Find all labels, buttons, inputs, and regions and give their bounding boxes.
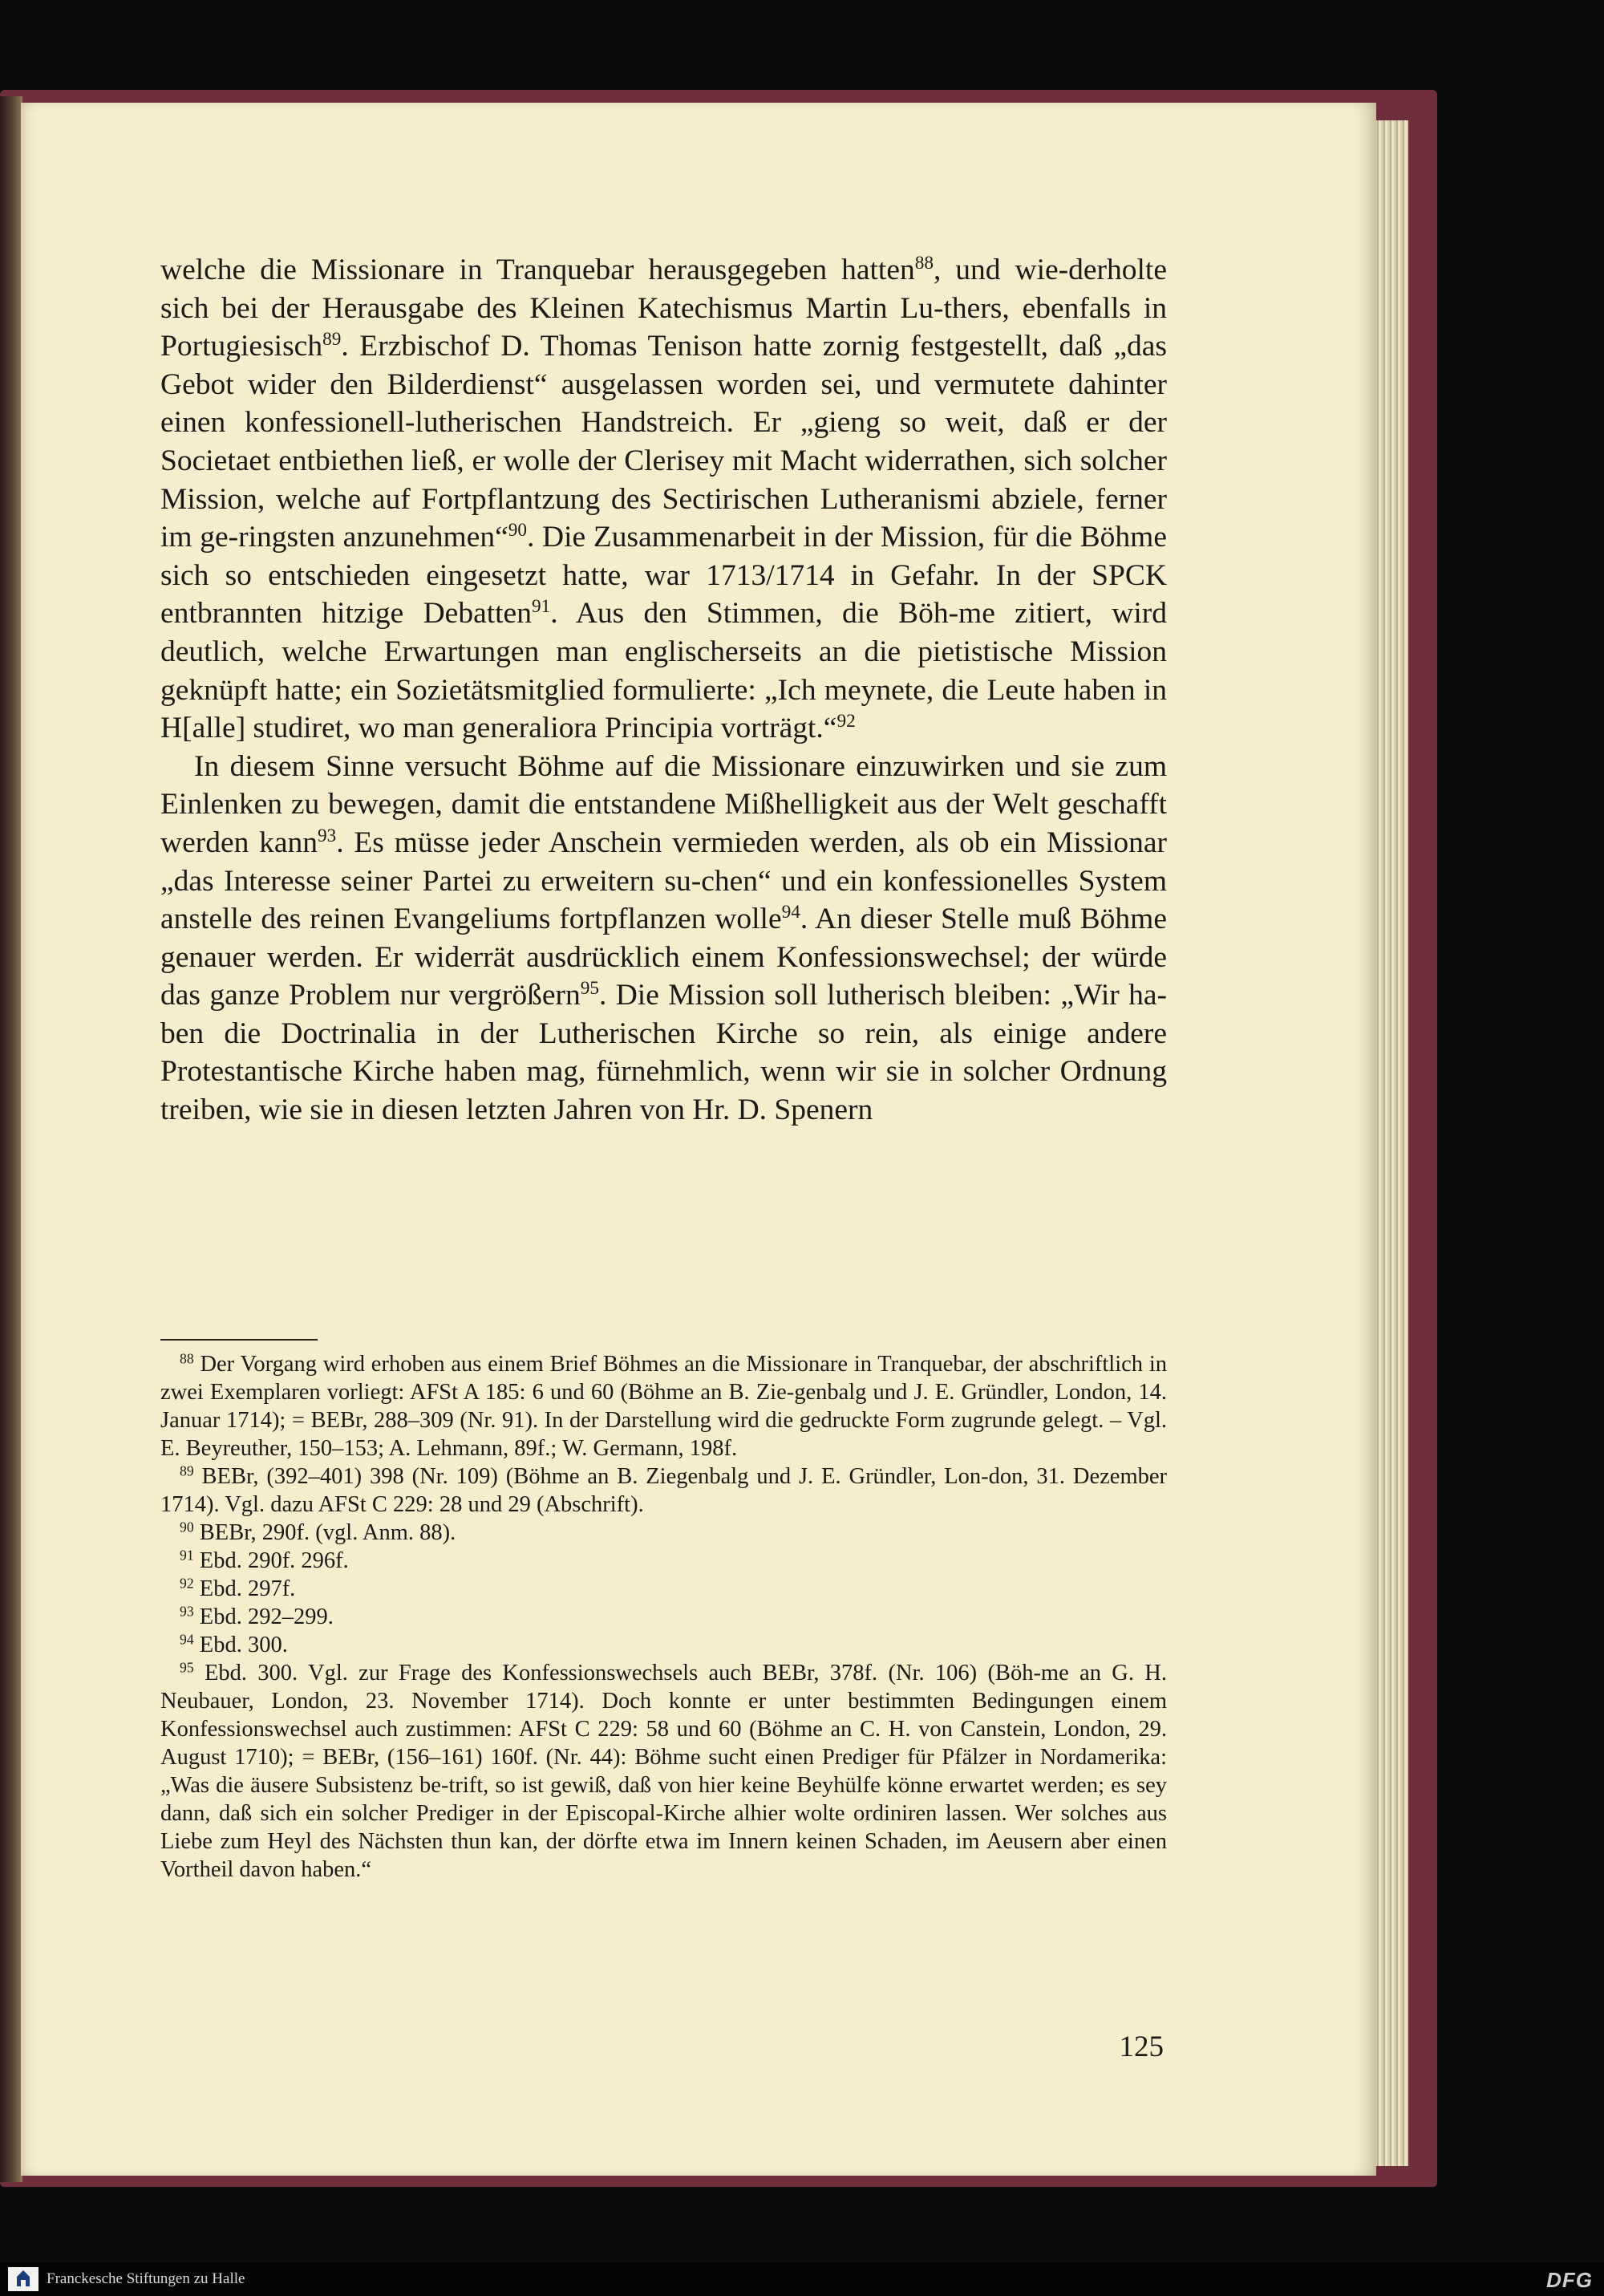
footnote-ref-88[interactable]: 88 xyxy=(914,253,934,274)
text-run: . Die Zusammenarbeit in der Mission, für die Böhme sich so entschieden eingesetzt hatte, war 1713/1714 in Gefahr. In der SPCK entbrannten hitzige Debatten xyxy=(160,521,1167,631)
footnote-number: 94 xyxy=(180,1631,194,1648)
paragraph-1 xyxy=(160,251,1167,748)
footnote-ref-92[interactable]: 92 xyxy=(836,711,856,732)
footnote-number: 95 xyxy=(180,1659,194,1676)
footnote xyxy=(160,1603,1167,1631)
footnote-ref-90[interactable]: 90 xyxy=(508,520,528,542)
text-run: . Die Mission soll lutherisch bleiben: „Wir ha-ben die Doctrinalia in der Lutherischen Kirche so rein, als einige andere Protestantische Kirche haben mag, fürnehmlich, wenn wir sie in solcher Ordnung treiben, wie sie in diesen letzten Jahren von Hr. D. Spenern xyxy=(160,979,1167,1127)
footnote-ref-89[interactable]: 89 xyxy=(322,329,342,351)
footnote xyxy=(160,1519,1167,1547)
text-run: , und wie-derholte sich bei der Herausgabe des Kleinen Katechismus Martin Lu-thers, ebenfalls in Portugiesisch xyxy=(160,254,1167,363)
text-run: . Aus den Stimmen, die Böh-me zitiert, wird deutlich, welche Erwartungen man englischerseits an die pietistische Mission geknüpft hatte; ein Sozietätsmitglied formulierte: „Ich meynete, die Leute haben in H[alle] studiret, wo man generaliora Principia vorträgt.“ xyxy=(160,597,1167,745)
footnote-text: Ebd. 300. Vgl. zur Frage des Konfessionswechsels auch BEBr, 378f. (Nr. 106) (Böh-me an G. H. Neubauer, London, 23. November 1714). Doch konnte er unter bestimmten Bedingungen einem Konfessionswechsel auch zustimmen: AFSt C 229: 58 und 60 (Böhme an C. H. von Canstein, London, 29. August 1710); = BEBr, (156–161) 160f. (Nr. 44): Böhme sucht einen Prediger für Pfälzer in Nordamerika: „Was die äusere Subsistenz be-trift, so ist gewiß, daß von hier keine Beyhülfe könne erwartet werden; es sey dann, daß sich ein solcher Prediger in der Episcopal-Kirche alhier wolte ordiniren lassen. Wer solches aus Liebe zum Heyl des Nächsten thun kan, der dörfte etwa im Innern keinen Schaden, im Aeusern aber einen Vortheil davon haben.“ xyxy=(160,1661,1167,1882)
text-run: . Erzbischof D. Thomas Tenison hatte zornig festgestellt, daß „das Gebot wider den Bilderdienst“ ausgelassen worden sei, und vermutete dahinter einen konfessionell-lutherischen Handstreich. Er „gieng so weit, daß er der Societaet entbiethen ließ, er wolle der Clerisey mit Macht widerrathen, sich solcher Mission, welche auf Fortpflantzung des Sectirischen Lutheranismi abziele, ferner im ge-ringsten anzunehmen“ xyxy=(160,330,1167,554)
book-spine xyxy=(0,96,22,2182)
footnote-ref-95[interactable]: 95 xyxy=(580,978,599,1000)
institution-link[interactable]: Franckesche Stiftungen zu Halle xyxy=(47,2270,245,2287)
footnote xyxy=(160,1659,1167,1884)
footnote-text: Ebd. 290f. 296f. xyxy=(199,1548,349,1573)
footnote-number: 91 xyxy=(180,1547,194,1564)
footnote-text: Der Vorgang wird erhoben aus einem Brief Böhmes an die Missionare in Tranquebar, der abschriftlich in zwei Exemplaren vorliegt: AFSt A 185: 6 und 60 (Böhme an B. Zie-genbalg und J. E. Gründler, London, 14. Januar 1714); = BEBr, 288–309 (Nr. 91). In der Darstellung wird die gedruckte Form zugrunde gelegt. – Vgl. E. Beyreuther, 150–153; A. Lehmann, 89f.; W. Germann, 198f. xyxy=(160,1352,1167,1461)
footnote-ref-93[interactable]: 93 xyxy=(318,826,337,847)
book-page xyxy=(21,103,1376,2176)
footnote-rule xyxy=(160,1339,318,1341)
footnote-text: BEBr, 290f. (vgl. Anm. 88). xyxy=(199,1520,456,1545)
footnote-number: 93 xyxy=(180,1603,194,1620)
footnote-text: Ebd. 300. xyxy=(199,1633,288,1657)
franckesche-stiftungen-logo-icon[interactable] xyxy=(8,2267,38,2291)
text-run: . Es müsse jeder Anschein vermieden werden, als ob ein Missionar „das Interesse seiner Partei zu erweitern su-chen“ und ein konfessionelles System anstelle des reinen Evangeliums fortpflanzen wolle xyxy=(160,826,1167,936)
footnote-text: Ebd. 292–299. xyxy=(199,1604,334,1629)
dfg-logo[interactable]: DFG xyxy=(1546,2268,1593,2292)
footnotes xyxy=(160,1350,1167,1884)
paragraph-2 xyxy=(160,748,1167,1130)
footnote xyxy=(160,1575,1167,1603)
footnote-ref-94[interactable]: 94 xyxy=(781,902,800,923)
page-number: 125 xyxy=(1119,2030,1164,2063)
footnote-text: Ebd. 297f. xyxy=(199,1576,296,1601)
footnote xyxy=(160,1350,1167,1462)
text-run: In diesem Sinne versucht Böhme auf die Missionare einzuwirken und sie zum Einlenken zu bewegen, damit die entstandene Mißhelligkeit aus der Welt geschafft werden kann xyxy=(160,749,1167,859)
footnote-number: 92 xyxy=(180,1575,194,1592)
footnote-number: 89 xyxy=(180,1462,194,1479)
viewer-footer xyxy=(0,2262,1604,2296)
footnote-ref-91[interactable]: 91 xyxy=(531,596,551,618)
main-text xyxy=(160,251,1167,1130)
footnote xyxy=(160,1631,1167,1659)
footnote-number: 90 xyxy=(180,1519,194,1535)
text-run: . An dieser Stelle muß Böhme genauer werden. Er widerrät ausdrücklich einem Konfessionswechsel; der würde das ganze Problem nur vergrößern xyxy=(160,903,1167,1012)
footnote xyxy=(160,1462,1167,1519)
text-run: welche die Missionare in Tranquebar herausgegeben hatten xyxy=(160,254,915,286)
footnote-number: 88 xyxy=(180,1350,194,1367)
footnote xyxy=(160,1547,1167,1575)
footnote-text: BEBr, (392–401) 398 (Nr. 109) (Böhme an B. Ziegenbalg und J. E. Gründler, Lon-don, 31. Dezember 1714). Vgl. dazu AFSt C 229: 28 und 29 (Abschrift). xyxy=(160,1464,1168,1517)
